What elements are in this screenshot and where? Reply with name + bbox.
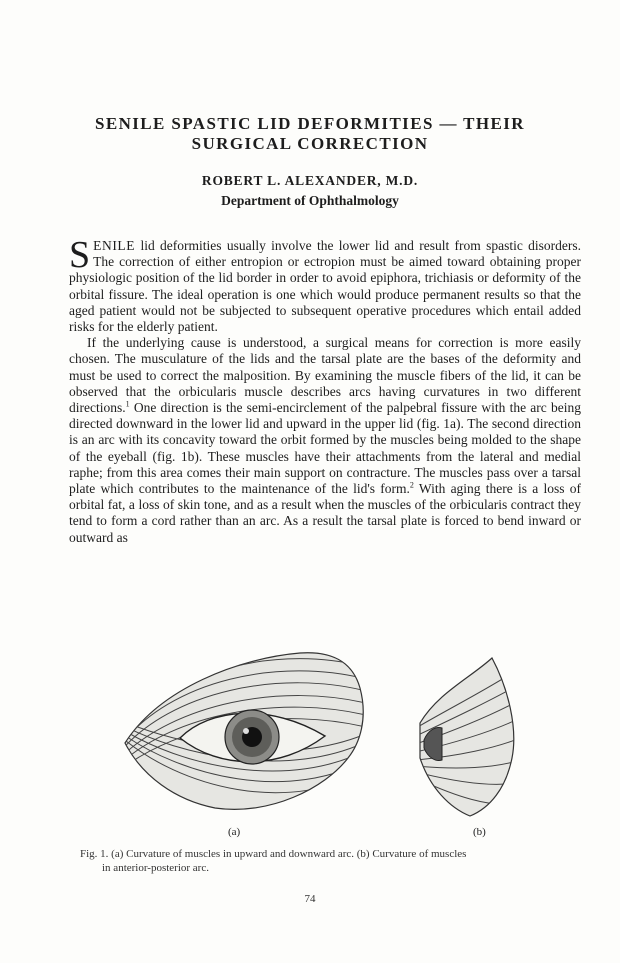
reference-2: 2 bbox=[409, 480, 414, 490]
figure-1-illustration bbox=[120, 648, 520, 818]
paragraph-2-part-2: One direction is the semi-encirclement of the palpebral fissure with the arc being directed downward in the lower lid and upward in the upper lid (fig. 1a). The second direction is an arc with its concavity toward the orbit formed by the muscles being molded to the shape of the eyeball (fig. 1b). These muscles have their attachments from the lateral and medial raphe; from this area comes their main support on contracture. The muscles pass over a tarsal plate which contributes to the maintenance of the lid's form. bbox=[69, 400, 581, 497]
article-body bbox=[69, 234, 582, 546]
paragraph-2-part-3: With aging there is a loss of orbital fat, a loss of skin tone, and as a result when the muscles of the orbicularis contract they tend to form a cord rather than an arc. As a result the tarsal plate is forced to bend inward or outward as bbox=[69, 481, 581, 545]
figure-b-eye-side bbox=[416, 658, 520, 816]
author-department: Department of Ophthalmology bbox=[221, 193, 399, 208]
reference-1: 1 bbox=[125, 399, 130, 409]
article-title bbox=[60, 114, 560, 154]
title-line-1: SENILE SPASTIC LID DEFORMITIES — THEIR bbox=[95, 114, 525, 133]
figure-caption bbox=[80, 848, 580, 875]
figure-label-b: (b) bbox=[473, 826, 486, 838]
lead-word: ENILE bbox=[93, 238, 136, 253]
caption-line-1: Fig. 1. (a) Curvature of muscles in upward and downward arc. (b) Curvature of muscles bbox=[80, 848, 467, 860]
paragraph-2-part-1: If the underlying cause is understood, a surgical means for correction is more easily chosen. The musculature of the lids and the tarsal plate are the bases of the deformity and must be used to correct the malposition. By examining the muscle fibers of the lid, it can be observed that the orbicularis muscle describes arcs having curvatures in two different directions. bbox=[69, 335, 581, 416]
author-name: ROBERT L. ALEXANDER, M.D. bbox=[201, 173, 419, 188]
eye-muscle-drawing bbox=[120, 648, 520, 818]
page-number: 74 bbox=[304, 893, 316, 905]
figure-label-a: (a) bbox=[228, 826, 241, 838]
paragraph-1 bbox=[69, 234, 582, 335]
caption-line-2: in anterior-posterior arc. bbox=[102, 861, 209, 874]
title-line-2: SURGICAL CORRECTION bbox=[191, 134, 429, 153]
drop-cap: S bbox=[69, 234, 91, 276]
paragraph-1-text: lid deformities usually involve the lower lid and result from spastic disorders. The correction of either entropion or ectropion must be aimed toward obtaining proper physiologic position of the lid border in order to avoid epiphora, trichiasis or deformity of the orbital fissure. The ideal operation is one which would produce permanent results so that the aged patient would not be subjected to subsequent operative procedures which entail added risks for the elderly patient. bbox=[69, 238, 582, 335]
paragraph-2 bbox=[69, 335, 581, 546]
figure-a-eye-front bbox=[120, 653, 370, 810]
